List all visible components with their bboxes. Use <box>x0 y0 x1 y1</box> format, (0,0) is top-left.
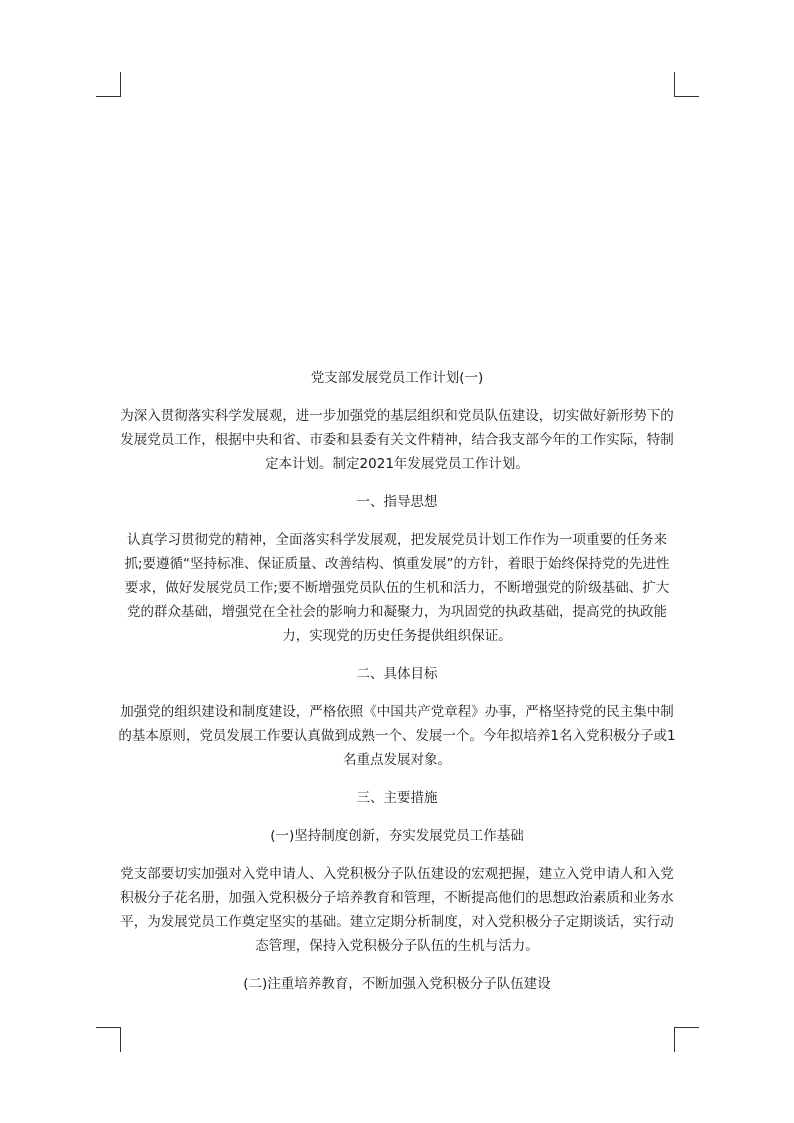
subsection-heading-2: (二)注重培养教育，不断加强入党积极分子队伍建设 <box>243 976 551 992</box>
crop-mark-top-left <box>96 72 121 97</box>
section-heading-main-measures: 三、主要措施 <box>356 790 438 806</box>
document-body <box>118 366 676 1010</box>
section-heading-specific-goals: 二、具体目标 <box>356 666 438 682</box>
section-paragraph-specific-goals: 加强党的组织建设和制度建设，严格依照《中国共产党章程》办事，严格坚持党的民主集中制的基本原则，党员发展工作要认真做到成熟一个、发展一个。今年拟培养1名入党积极分子或1名重点发展对象。 <box>118 704 676 768</box>
section-heading-guiding-ideology: 一、指导思想 <box>356 494 438 510</box>
crop-mark-top-right <box>674 72 699 97</box>
subsection-paragraph-1: 党支部要切实加强对入党申请人、入党积极分子队伍建设的宏观把握，建立入党申请人和入党积极分子花名册，加强入党积极分子培养教育和管理，不断提高他们的思想政治素质和业务水平，为发展党员工作奠定坚实的基础。建立定期分析制度，对入党积极分子定期谈话，实行动态管理，保持入党积极分子队伍的生机与活力。 <box>120 866 674 954</box>
section-paragraph-guiding-ideology: 认真学习贯彻党的精神，全面落实科学发展观，把发展党员计划工作作为一项重要的任务来抓;要遵循“坚持标准、保证质量、改善结构、慎重发展”的方针，着眼于始终保持党的先进性要求，做好发展党员工作;要不断增强党员队伍的生机和活力，不断增强党的阶级基础、扩大党的群众基础，增强党在全社会的影响力和凝聚力，为巩固党的执政基础，提高党的执政能力，实现党的历史任务提供组织保证。 <box>124 532 670 644</box>
crop-mark-bottom-right <box>674 1027 699 1052</box>
document-title: 党支部发展党员工作计划(一) <box>310 370 484 386</box>
crop-mark-bottom-left <box>96 1027 121 1052</box>
intro-paragraph: 为深入贯彻落实科学发展观，进一步加强党的基层组织和党员队伍建设，切实做好新形势下的发展党员工作，根据中央和省、市委和县委有关文件精神，结合我支部今年的工作实际，特制定本计划。制定2021年发展党员工作计划。 <box>120 408 674 472</box>
subsection-heading-1: (一)坚持制度创新，夯实发展党员工作基础 <box>270 828 524 844</box>
